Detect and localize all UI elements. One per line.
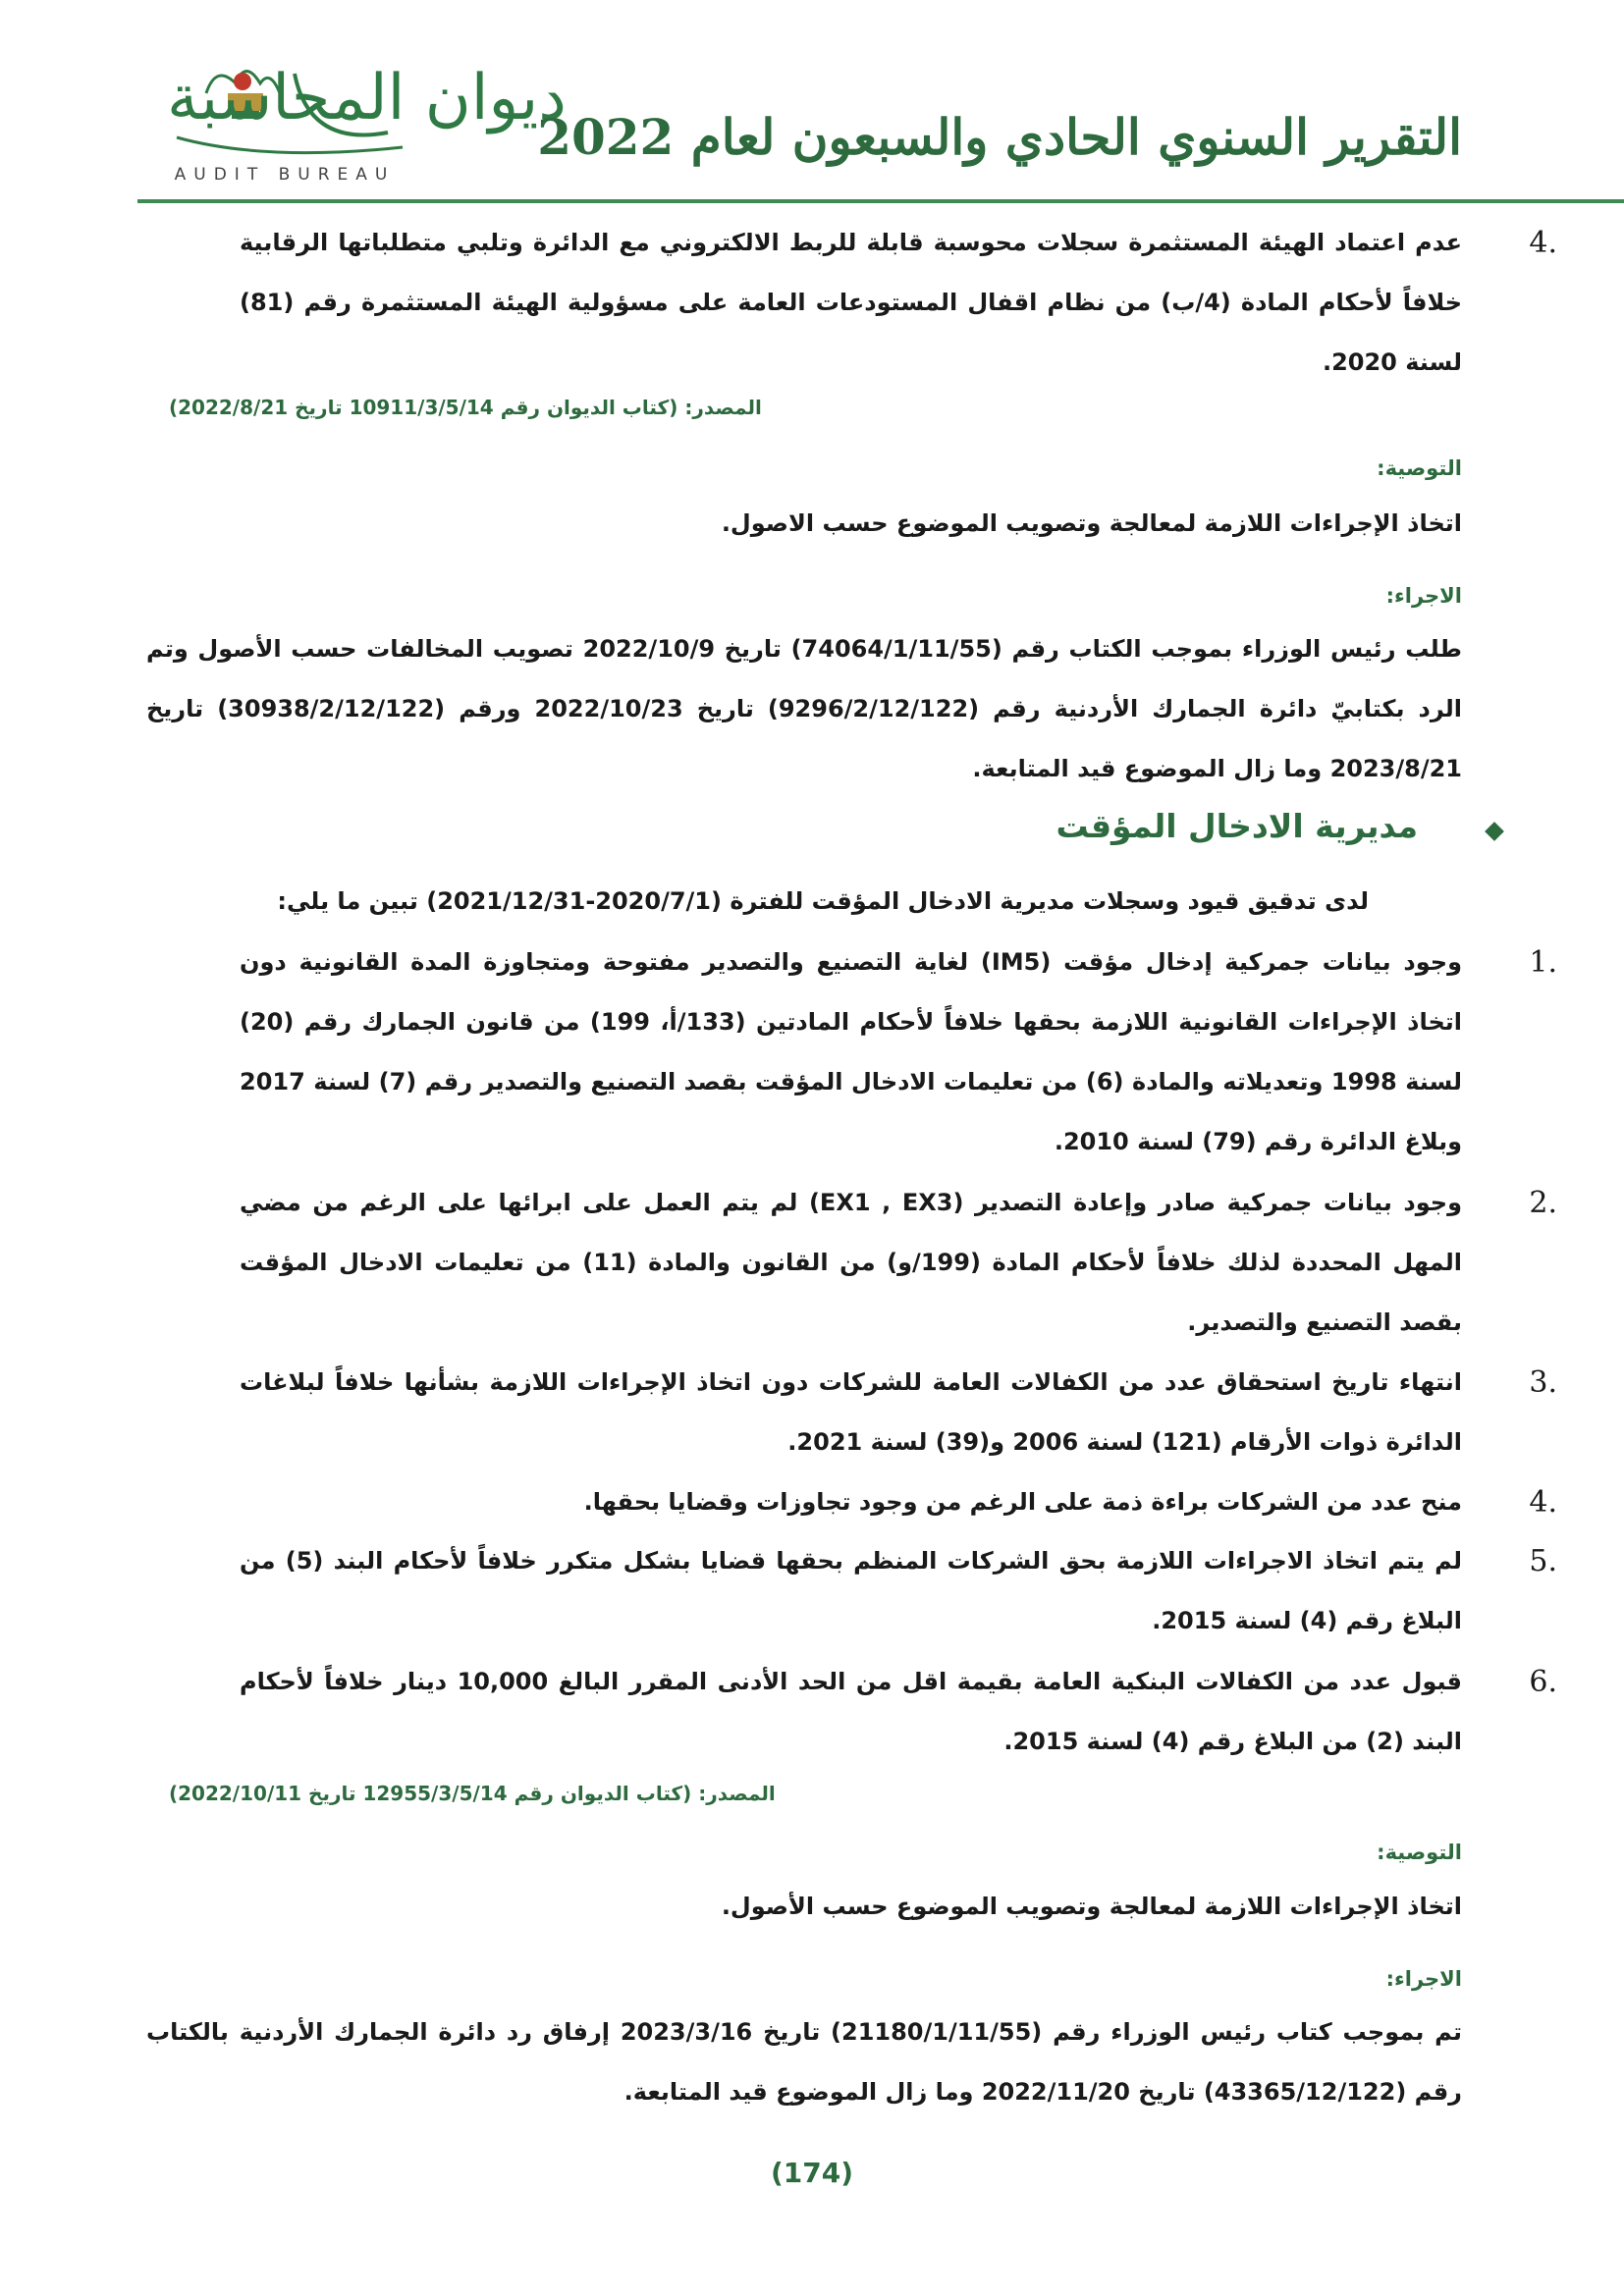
item-number: 4. bbox=[1529, 1485, 1557, 1520]
report-title: التقرير السنوي الحادي والسبعون لعام 2022 bbox=[537, 108, 1462, 166]
list-item bbox=[240, 213, 1557, 393]
list-item bbox=[240, 1531, 1557, 1651]
page-header bbox=[0, 0, 1624, 211]
logo-script: ديوان المحاسبة bbox=[167, 62, 567, 134]
source-citation: المصدر: (كتاب الديوان رقم 10911/3/5/14 تاريخ 2022/8/21) bbox=[169, 396, 762, 419]
logo-text: AUDIT BUREAU bbox=[174, 165, 396, 185]
list-item bbox=[240, 1173, 1557, 1353]
audit-bureau-logo bbox=[147, 54, 567, 191]
recommendation-label: التوصية: bbox=[1377, 1841, 1462, 1864]
action-label: الاجراء: bbox=[1385, 1967, 1462, 1991]
list-item bbox=[240, 1472, 1557, 1532]
item-text: لم يتم اتخاذ الاجراءات اللازمة بحق الشركات المنظم بحقها قضايا بشكل متكرر خلافاً لأحكام البند (5) من البلاغ رقم (4) لسنة 2015. bbox=[240, 1547, 1462, 1634]
page-number: (174) bbox=[770, 2157, 854, 2189]
item-number: 3. bbox=[1529, 1365, 1557, 1400]
item-text: وجود بيانات جمركية إدخال مؤقت (IM5) لغاية التصنيع والتصدير مفتوحة ومتجاوزة المدة القانونية دون اتخاذ الإجراءات القانونية اللازمة بحقها خلافاً لأحكام المادتين (133/أ، 199) من قانون الجمارك رقم (20) لسنة 1998 وتعديلاته والمادة (6) من تعليمات الادخال المؤقت بقصد التصنيع والتصدير رقم (7) لسنة 2017 وبلاغ الدائرة رقم (79) لسنة 2010. bbox=[240, 948, 1463, 1155]
item-text: انتهاء تاريخ استحقاق عدد من الكفالات العامة للشركات دون اتخاذ الإجراءات اللازمة بشأنها خلافاً لبلاغات الدائرة ذوات الأرقام (121) لسنة 2006 و(39) لسنة 2021. bbox=[240, 1368, 1462, 1456]
item-number: 2. bbox=[1529, 1186, 1557, 1220]
bullet-diamond-icon bbox=[1485, 822, 1504, 841]
action-text: تم بموجب كتاب رئيس الوزراء رقم (21180/1/11/55) تاريخ 2023/3/16 إرفاق رد دائرة الجمارك الأردنية بالكتاب رقم (43365/12/122) تاريخ 2022/11/20 وما زال الموضوع قيد المتابعة. bbox=[146, 2018, 1462, 2106]
section-intro: لدى تدقيق قيود وسجلات مديرية الادخال المؤقت للفترة (2020/7/1-2021/12/31) تبين ما يلي: bbox=[277, 887, 1369, 915]
action-text: طلب رئيس الوزراء بموجب الكتاب رقم (74064/1/11/55) تاريخ 2022/10/9 تصويب المخالفات حسب الأصول وتم الرد بكتابيّ دائرة الجمارك الأردنية رقم (9296/2/12/122) تاريخ 2022/10/23 ورقم (30938/2/12/122) تاريخ 2023/8/21 وما زال الموضوع قيد المتابعة. bbox=[146, 635, 1463, 782]
recommendation-text: اتخاذ الإجراءات اللازمة لمعالجة وتصويب الموضوع حسب الأصول. bbox=[721, 1893, 1462, 1920]
item-text: عدم اعتماد الهيئة المستثمرة سجلات محوسبة قابلة للربط الالكتروني مع الدائرة وتلبي متطلباتها الرقابية خلافاً لأحكام المادة (4/ب) من نظام اقفال المستودعات العامة على مسؤولية الهيئة المستثمرة رقم (81) لسنة 2020. bbox=[240, 229, 1462, 376]
item-number: 6. bbox=[1529, 1665, 1557, 1699]
item-number: 5. bbox=[1529, 1544, 1557, 1578]
action-label: الاجراء: bbox=[1385, 584, 1462, 608]
item-number: 4. bbox=[1529, 226, 1557, 260]
recommendation-label: التوصية: bbox=[1377, 456, 1462, 480]
header-divider bbox=[137, 199, 1624, 203]
list-item bbox=[240, 1353, 1557, 1472]
item-number: 1. bbox=[1529, 945, 1557, 980]
recommendation-text: اتخاذ الإجراءات اللازمة لمعالجة وتصويب الموضوع حسب الاصول. bbox=[721, 509, 1462, 537]
list-item bbox=[240, 1652, 1557, 1772]
item-text: وجود بيانات جمركية صادر وإعادة التصدير (EX1 , EX3) لم يتم العمل على ابرائها على الرغم من مضي المهل المحددة لذلك خلافاً لأحكام المادة (199/و) من القانون والمادة (11) من تعليمات الادخال المؤقت بقصد التصنيع والتصدير. bbox=[240, 1189, 1463, 1336]
list-item bbox=[240, 933, 1557, 1172]
section-title: مديرية الادخال المؤقت bbox=[1056, 807, 1418, 845]
item-text: قبول عدد من الكفالات البنكية العامة بقيمة اقل من الحد الأدنى المقرر البالغ 10,000 دينار خلافاً لأحكام البند (2) من البلاغ رقم (4) لسنة 2015. bbox=[240, 1668, 1462, 1755]
source-citation: المصدر: (كتاب الديوان رقم 12955/3/5/14 تاريخ 2022/10/11) bbox=[169, 1782, 776, 1805]
item-text: منح عدد من الشركات براءة ذمة على الرغم من وجود تجاوزات وقضايا بحقها. bbox=[583, 1488, 1462, 1516]
